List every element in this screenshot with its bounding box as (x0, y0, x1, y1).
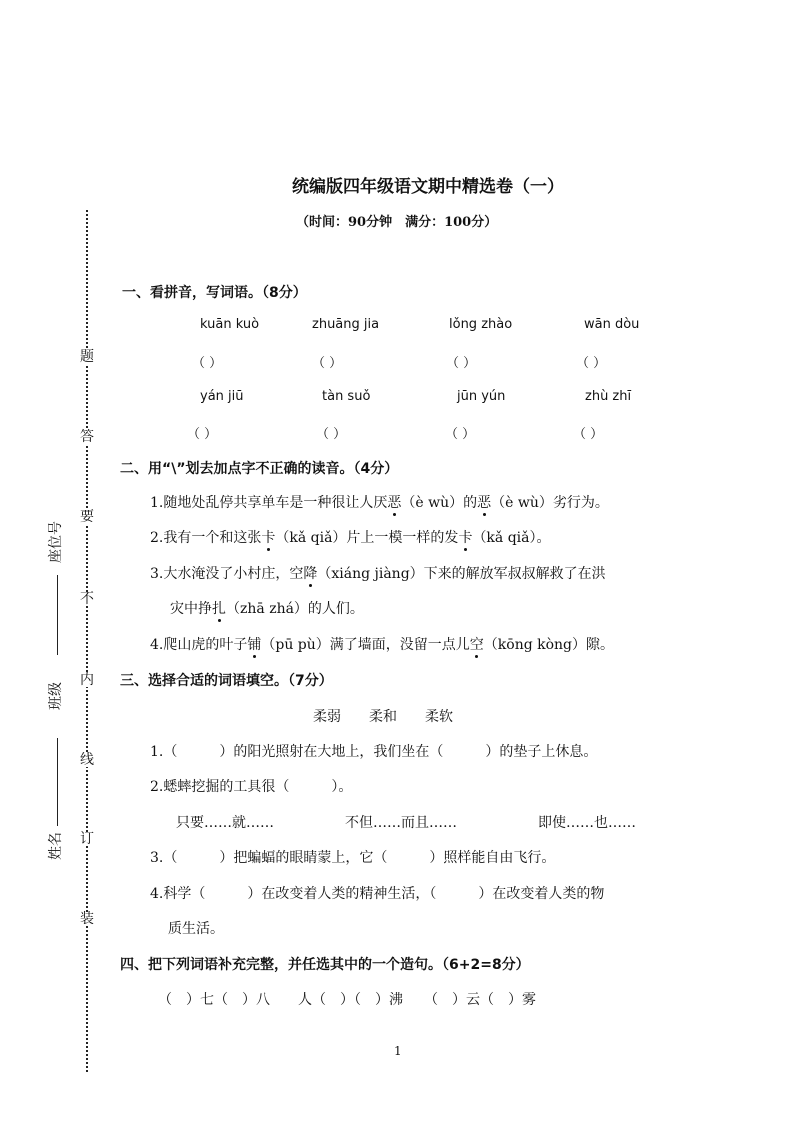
text: （kǎ qiǎ）片上一模一样的发 (275, 530, 459, 546)
answer-blank[interactable]: （ ） (446, 356, 477, 371)
question-2-3 (150, 563, 606, 583)
pinyin-item: tàn suǒ (322, 389, 371, 404)
dotted-char: 铺 (247, 634, 261, 654)
pinyin-item: jūn yún (457, 389, 506, 404)
dotted-char: 恶 (477, 492, 491, 512)
question-2-2 (150, 527, 551, 547)
section-3-heading: 三、选择合适的词语填空。（7分） (120, 673, 333, 689)
binding-char: 不 (80, 591, 94, 607)
question-3-4: 4.科学（ ）在改变着人类的精神生活，（ ）在改变着人类的物 (150, 886, 605, 902)
text: （xiáng jiàng）下来的解放军叔叔解救了在洪 (317, 566, 606, 582)
word-choice: 不但……而且…… (345, 815, 457, 831)
idiom-blanks: （ ）七（ ）八 人（ ）（ ）沸 （ ）云（ ）雾 (158, 992, 536, 1008)
question-3-4-cont: 质生活。 (168, 921, 224, 937)
class-label: 班级 (48, 682, 64, 710)
dotted-char: 卡 (261, 527, 275, 547)
section-2-heading: 二、用“\”划去加点字不正确的读音。（4分） (120, 461, 399, 477)
text: （kǎ qiǎ）。 (472, 530, 551, 546)
dotted-char: 卡 (458, 527, 472, 547)
word-choice: 只要……就…… (176, 815, 274, 831)
question-3-1: 1.（ ）的阳光照射在大地上，我们坐在（ ）的垫子上休息。 (150, 744, 598, 760)
text: 4.爬山虎的叶子 (150, 637, 248, 653)
text: （kōng kòng）隙。 (483, 637, 615, 653)
pinyin-item: zhù zhī (585, 389, 632, 404)
question-2-1 (150, 492, 609, 512)
question-2-4 (150, 634, 614, 654)
word-choice: 即使……也…… (538, 815, 636, 831)
dotted-char: 降 (303, 563, 317, 583)
text: （è wù）劣行为。 (491, 495, 609, 511)
text: 灾中挣 (170, 601, 212, 617)
answer-blank[interactable]: （ ） (576, 356, 607, 371)
section-4-heading: 四、把下列词语补充完整，并任选其中的一个造句。（6+2=8分） (120, 957, 530, 973)
text: 2.我有一个和这张 (150, 530, 262, 546)
binding-char: 装 (80, 911, 94, 927)
word-choices-1: 柔弱 柔和 柔软 (313, 709, 453, 725)
binding-char: 答 (80, 429, 94, 445)
text: （zhā zhá）的人们。 (226, 601, 364, 617)
section-1-heading: 一、看拼音，写词语。（8分） (122, 285, 307, 301)
question-3-2: 2.蟋蟀挖掘的工具很（ ）。 (150, 779, 353, 795)
answer-blank[interactable]: （ ） (192, 356, 223, 371)
binding-char: 要 (80, 509, 94, 525)
dotted-char: 扎 (212, 598, 226, 618)
seat-number-label: 座位号 (48, 521, 64, 563)
answer-blank[interactable]: （ ） (312, 356, 343, 371)
text: 1.随地处乱停共享单车是一种很让人厌 (150, 495, 388, 511)
page-number: 1 (394, 1044, 402, 1058)
answer-blank[interactable]: （ ） (316, 427, 347, 442)
answer-blank[interactable]: （ ） (573, 427, 604, 442)
binding-dotted-line (86, 210, 88, 1072)
answer-blank[interactable]: （ ） (445, 427, 476, 442)
page-title: 统编版四年级语文期中精选卷（一） (292, 177, 564, 197)
text: （è wù）的 (401, 495, 478, 511)
page-subtitle: （时间：90分钟 满分：100分） (296, 215, 498, 230)
pinyin-item: kuān kuò (200, 317, 260, 332)
pinyin-item: wān dòu (584, 317, 640, 332)
pinyin-item: zhuāng jia (312, 317, 380, 332)
class-underline (57, 575, 58, 655)
name-underline (57, 738, 58, 826)
question-2-3-cont (170, 598, 364, 618)
binding-char: 订 (80, 831, 94, 847)
binding-char: 内 (80, 672, 94, 688)
text: 3.大水淹没了小村庄，空 (150, 566, 304, 582)
binding-char: 线 (80, 752, 94, 768)
pinyin-item: lǒng zhào (449, 317, 513, 332)
dotted-char: 恶 (387, 492, 401, 512)
question-3-3: 3.（ ）把蝙蝠的眼睛蒙上，它（ ）照样能自由飞行。 (150, 850, 556, 866)
binding-char: 题 (80, 349, 94, 365)
name-label: 姓名 (48, 832, 64, 860)
answer-blank[interactable]: （ ） (187, 427, 218, 442)
dotted-char: 空 (470, 634, 484, 654)
pinyin-item: yán jiū (200, 389, 244, 404)
text: （pū pù）满了墙面，没留一点儿 (261, 637, 470, 653)
